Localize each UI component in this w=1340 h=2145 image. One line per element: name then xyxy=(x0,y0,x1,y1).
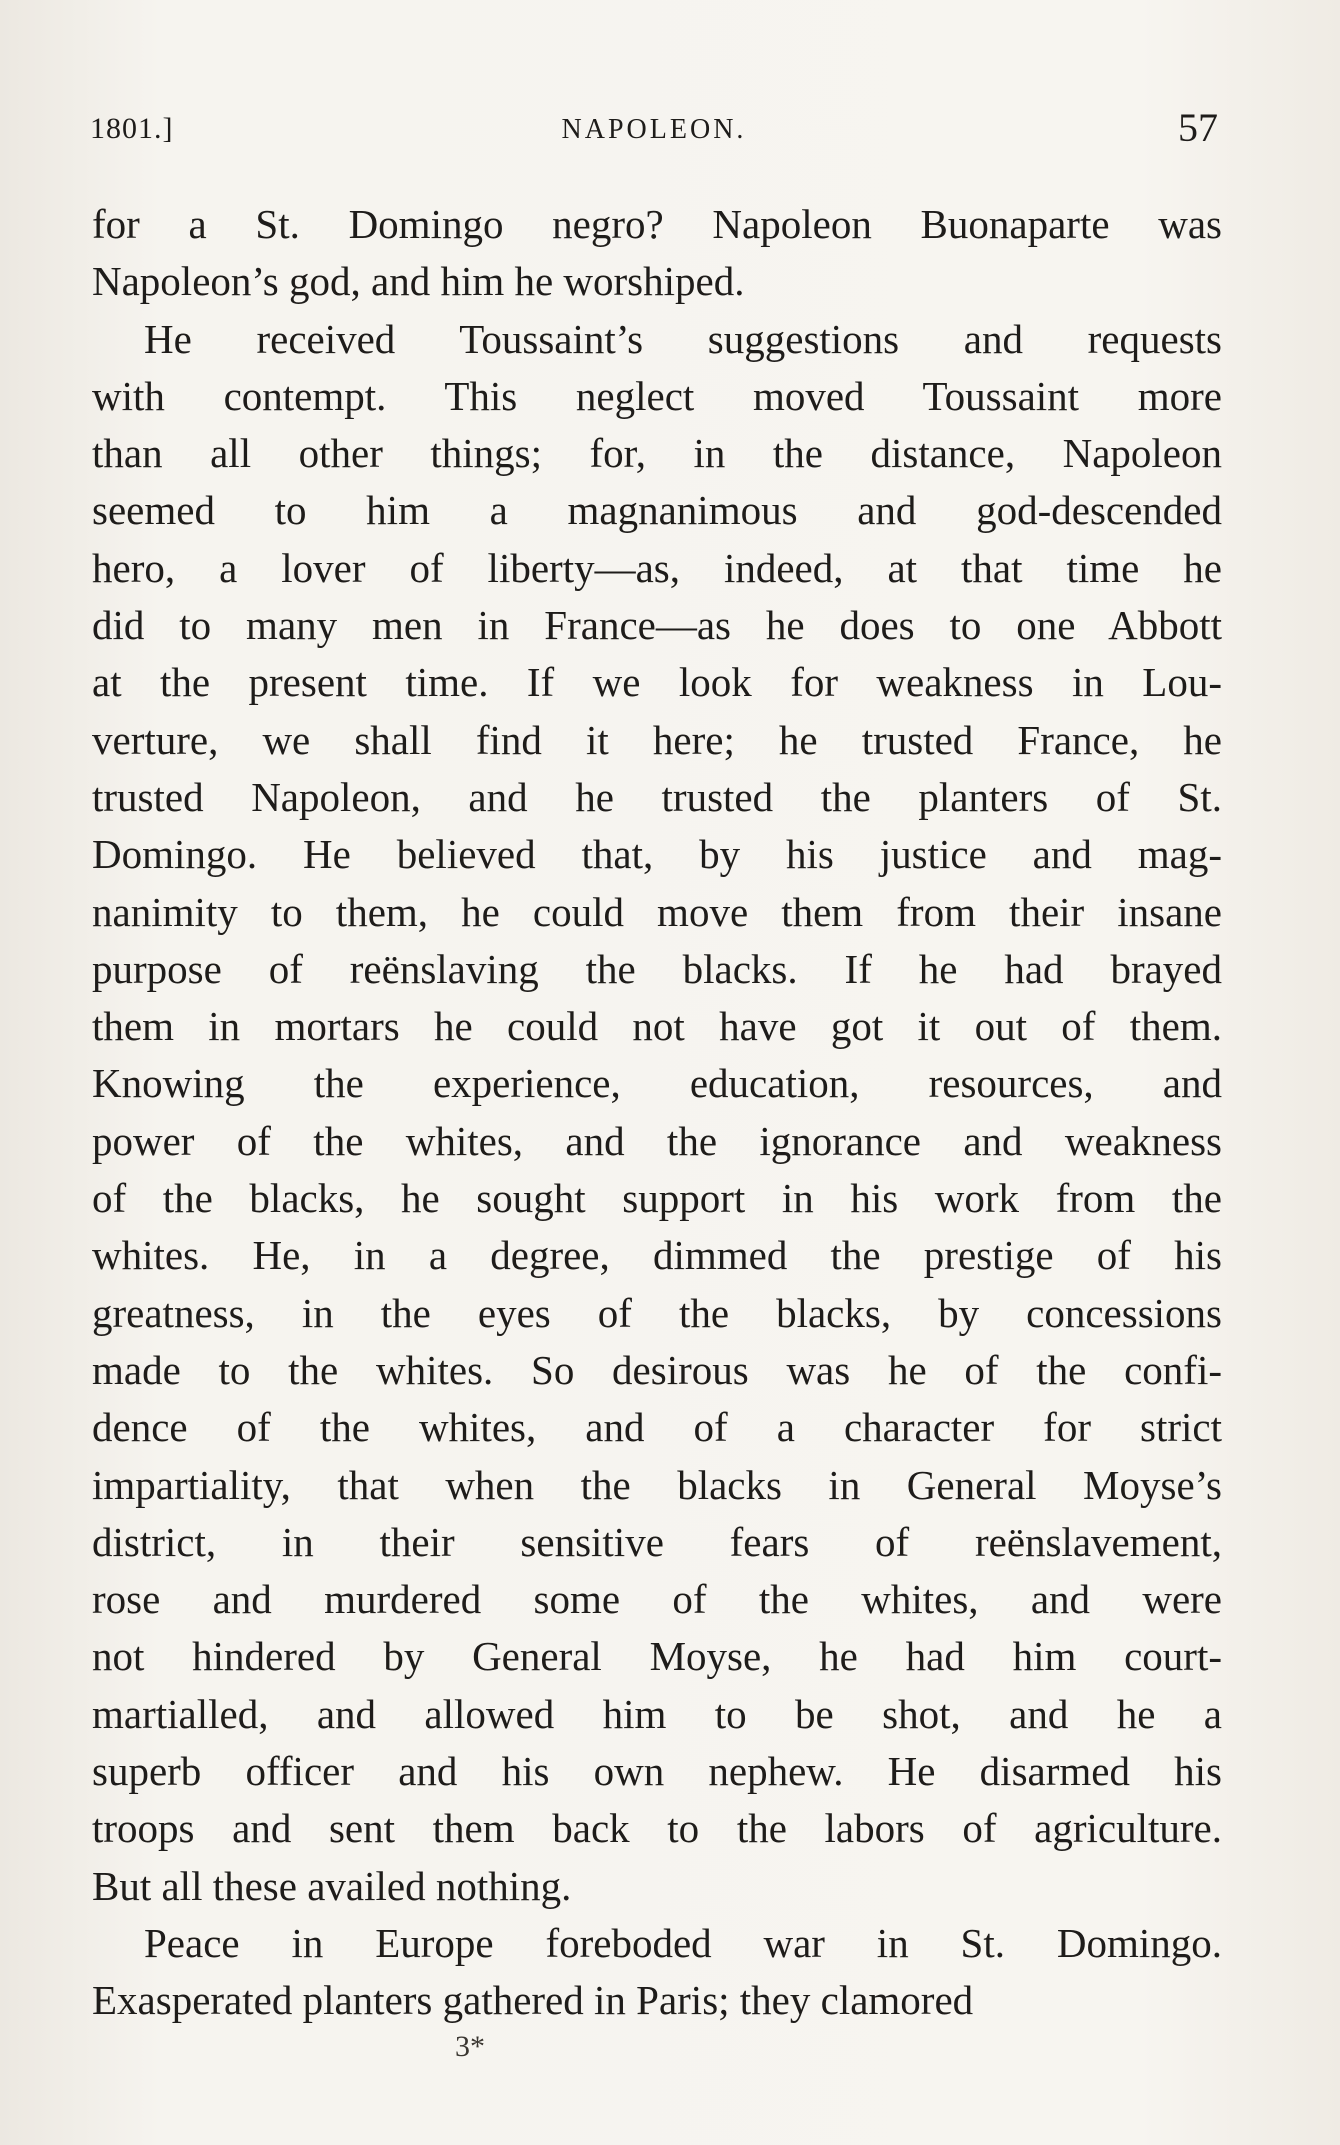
text-line: Domingo. He believed that, by his justice and mag- xyxy=(92,831,1222,878)
text-line: district, in their sensitive fears of reënslavement, xyxy=(92,1518,1222,1565)
text-line: them in mortars he could not have got it out of them. xyxy=(92,1003,1222,1050)
running-header xyxy=(90,105,1218,162)
text-line: Knowing the experience, education, resources, and xyxy=(92,1060,1222,1107)
text-line: Exasperated planters gathered in Paris; they clamored xyxy=(92,1977,974,2024)
text-line: seemed to him a magnanimous and god-descended xyxy=(92,487,1222,534)
text-line: at the present time. If we look for weakness in Lou- xyxy=(92,659,1222,706)
text-line: troops and sent them back to the labors of agriculture. xyxy=(92,1805,1222,1852)
body-text xyxy=(92,196,1222,2030)
text-line: for a St. Domingo negro? Napoleon Buonaparte was xyxy=(92,201,1222,247)
text-line: did to many men in France—as he does to one Abbott xyxy=(92,602,1222,649)
text-line: of the blacks, he sought support in his work from the xyxy=(92,1175,1222,1222)
text-line: But all these availed nothing. xyxy=(92,1862,572,1909)
text-line: made to the whites. So desirous was he of the confi- xyxy=(92,1346,1222,1393)
text-line: impartiality, that when the blacks in General Moyse’s xyxy=(92,1461,1222,1508)
text-line: Peace in Europe foreboded war in St. Domingo. xyxy=(144,1919,1222,1966)
text-line: greatness, in the eyes of the blacks, by concessions xyxy=(92,1289,1222,1336)
text-line: purpose of reënslaving the blacks. If he had brayed xyxy=(92,945,1222,992)
text-line: martialled, and allowed him to be shot, and he a xyxy=(92,1690,1222,1737)
paragraph xyxy=(92,1915,1222,2030)
text-line: than all other things; for, in the distance, Napoleon xyxy=(92,430,1222,477)
text-line: dence of the whites, and of a character for strict xyxy=(92,1404,1222,1451)
text-line: nanimity to them, he could move them from their insane xyxy=(92,888,1222,935)
paragraph xyxy=(92,311,1222,1915)
text-line: power of the whites, and the ignorance and weakness xyxy=(92,1117,1222,1164)
text-line: whites. He, in a degree, dimmed the prestige of his xyxy=(92,1232,1222,1279)
text-line: with contempt. This neglect moved Toussaint more xyxy=(92,372,1222,419)
text-line: hero, a lover of liberty—as, indeed, at that time he xyxy=(92,544,1222,591)
text-line: Napoleon’s god, and him he worshiped. xyxy=(92,258,745,305)
text-line: superb officer and his own nephew. He disarmed his xyxy=(92,1748,1222,1795)
paragraph xyxy=(92,196,1222,311)
text-line: verture, we shall find it here; he trusted France, he xyxy=(92,716,1222,763)
header-title: NAPOLEON. xyxy=(561,114,747,145)
text-line: not hindered by General Moyse, he had him court- xyxy=(92,1633,1222,1680)
text-line: trusted Napoleon, and he trusted the planters of St. xyxy=(92,773,1222,820)
signature-mark: 3* xyxy=(455,2030,485,2063)
text-line: rose and murdered some of the whites, and were xyxy=(92,1576,1222,1623)
text-line: He received Toussaint’s suggestions and requests xyxy=(144,315,1222,362)
header-year: 1801.] xyxy=(90,112,174,145)
page-number: 57 xyxy=(1178,105,1218,150)
